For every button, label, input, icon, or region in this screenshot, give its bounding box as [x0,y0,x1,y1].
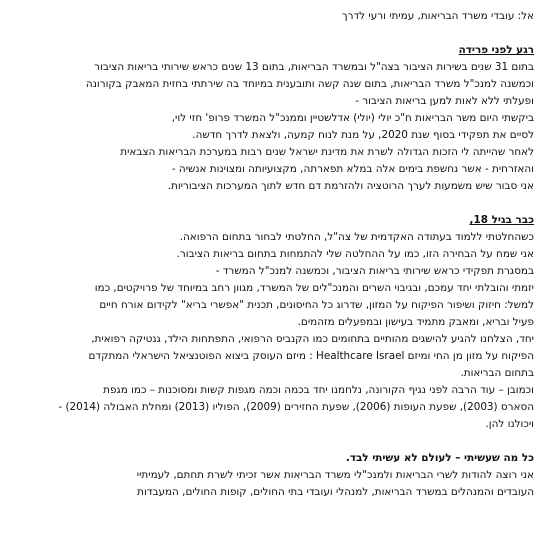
paragraph-line: הסארס (2003), שפעת העופות (2006), שפעת החזירים (2009), הפוליו (2013) ומחלת האבולה (2014) - [58,401,534,413]
paragraph-line: לאחר שהייתה לי הזכות הגדולה לשרת את מדינת ישראל שנים רבות במערכת הבריאות הצבאית [120,146,534,158]
paragraph-line: וכמובן – עוד הרבה לפני נגיף הקורונה, נלחמנו יחד בכמה וכמה מגפות קשות ומסוכנות – כמו מגפת [103,384,534,396]
section-heading-not-alone: כל מה שעשיתי – לעולם לא עשיתי לבד. [345,452,534,464]
paragraph-line: לסיים את תפקידי בסוף שנת 2020, על מנת לנוח קמעה, ולצאת לדרך חדשה. [192,129,534,141]
section-heading-age-18: כבר בגיל 18, [469,214,534,226]
section-heading-farewell: רגע לפני פרידה [458,44,534,56]
paragraph-line: הפיקוח על מזון מן החי ומיזם Healthcare Israel : מיזם העוסק ביצוא הפוטנציאל הישראלי המתקדם [88,350,534,362]
paragraph-line: ביקשתי היום משר הבריאות ח"כ יולי (יולי) אדלשטיין וממנכ"ל המשרד פרופ' חזי לוי, [171,112,534,124]
paragraph-line: אני שמח על הבחירה הזו, כמו על ההחלטה שלי להתמחות בתחום בריאות הציבור. [176,248,534,260]
paragraph-line: כשהחלטתי ללמוד בעתודה האקדמית של צה"ל, החלטתי לבחור בתחום הרפואה. [179,231,534,243]
paragraph-line: אני רוצה להודות לשרי הבריאות ולמנכ"לי משרד הבריאות אשר זכיתי לשרת תחתם, לעמיתיי [136,469,534,481]
recipient-line: אל: עובדי משרד הבריאות, עמיתי ורעי לדרך [342,10,534,22]
paragraph-line: וכמשנה למנכ"ל משרד הבריאות, בתום שנה קשה ותובענית במיוחד בה שירתתי בחזית המאבק בקורונה [85,78,534,90]
paragraph-line: אני סבור שיש משמעות לערך הרוטציה ולהזרמת דם חדש לתוך המערכות הציבוריות. [167,180,534,192]
paragraph-line: והאזרחית - אשר נחשפת בימים אלה במלא תפארתה, מקצועיותה ומצוינות אנשיה - [171,163,534,175]
paragraph-line: פעיל ובריא, ומאבק מתמיד בעישון ובמפעלים מזהמים. [297,316,534,328]
spacer [14,195,534,212]
paragraph-line: בתום 31 שנים בשירות הציבור בצה"ל ובמשרד הבריאות, בתום 13 שנים כראש שירותי בריאות הציבור [94,61,534,73]
paragraph-line: במסגרת תפקידי כראש שירותי בריאות הציבור, וכמשנה למנכ"ל המשרד - [215,265,534,277]
paragraph-line: ופעלתי ללא לאות למען בריאות הציבור - [355,95,534,107]
paragraph-line: העובדים והמנהלים במשרד הבריאות, למנהלי ועובדי בתי החולים, קופות החולים, המעבדות [137,486,534,498]
paragraph-line: יזמתי והובלתי יחד עמכם, ובגיבוי השרים והמנכ"לים של המשרד, מגוון רחב במיוחד של פרויקטים, כמו [94,282,534,294]
paragraph-line: ויכולנו להן. [485,418,534,430]
paragraph-line: בתחום הבריאות. [460,367,534,379]
paragraph-line: יחד, הצלחנו להגיע להישגים מהותיים בתחומים כמו הקנביס הרפואי, התפתחות הילד, גנטיקה רפואית, [91,333,534,345]
spacer [14,433,534,450]
paragraph-line: למשל: חיזוק ושיפור הפיקוח על המזון, שדרוג כל החיסונים, תכנית "אפשרי בריא" לקידום אורח חיים [99,299,534,311]
